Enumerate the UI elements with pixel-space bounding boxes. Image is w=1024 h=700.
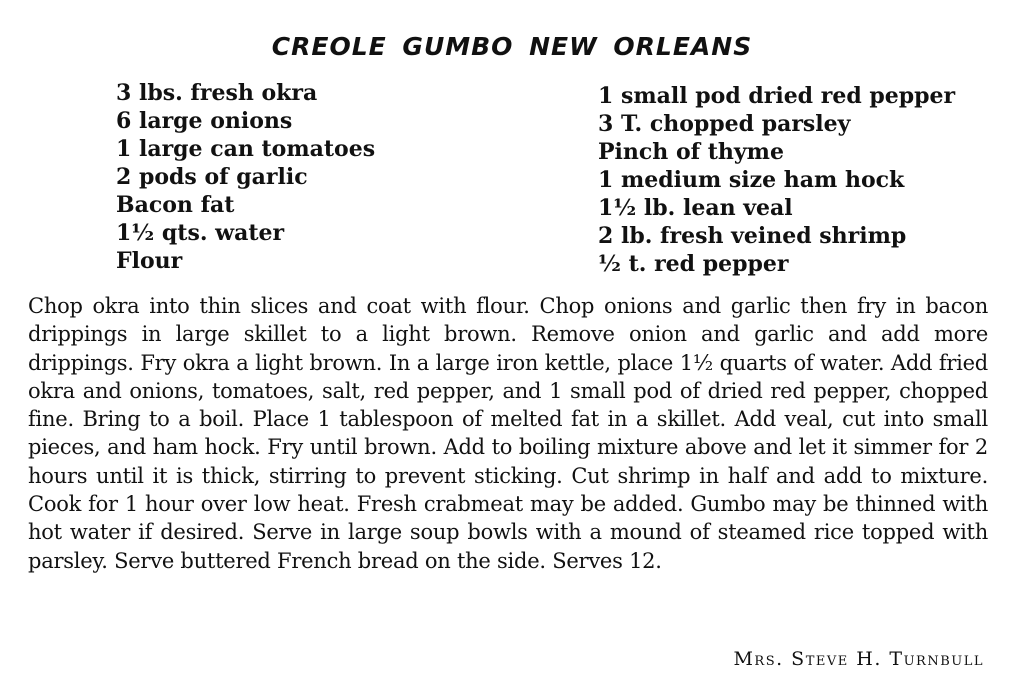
ingredient-item: 1 small pod dried red pepper bbox=[598, 83, 956, 109]
recipe-method: Chop okra into thin slices and coat with flour. Chop onions and garlic then fry in bacon drippings in large skillet to a light brown. Remove onion and garlic and add more drippings. Fry okra a light brown. In a large iron kettle, place 1½ quarts of water. Add fried okra and onions, tomatoes, salt, red pepper, and 1 small pod of dried red pepper, chopped fine. Bring to a boil. Place 1 tablespoon of melted fat in a skillet. Add veal, cut into small pieces, and ham hock. Fry until brown. Add to boiling mixture above and let it simmer for 2 hours until it is thick, stirring to prevent sticking. Cut shrimp in half and add to mixture. Cook for 1 hour over low heat. Fresh crabmeat may be added. Gumbo may be thinned with hot water if desired. Serve in large soup bowls with a mound of steamed rice topped with parsley. Serve buttered French bread on the side. Serves 12. bbox=[28, 294, 988, 573]
ingredient-item: 1½ lb. lean veal bbox=[598, 195, 793, 221]
ingredient-item: 2 lb. fresh veined shrimp bbox=[598, 223, 907, 249]
ingredient-item: Flour bbox=[116, 248, 183, 274]
ingredients-right-column bbox=[598, 82, 955, 278]
ingredient-item: 3 T. chopped parsley bbox=[598, 111, 851, 137]
ingredient-item: 6 large onions bbox=[116, 108, 293, 134]
ingredient-item: 1 medium size ham hock bbox=[598, 167, 905, 193]
ingredient-item: 2 pods of garlic bbox=[116, 164, 308, 190]
recipe-author: Mrs. Steve H. Turnbull bbox=[733, 648, 984, 670]
ingredient-item: 3 lbs. fresh okra bbox=[116, 80, 318, 106]
ingredient-item: 1½ qts. water bbox=[116, 220, 285, 246]
ingredient-item: ½ t. red pepper bbox=[598, 251, 789, 277]
ingredient-item: Pinch of thyme bbox=[598, 139, 784, 165]
ingredients-left-column bbox=[116, 79, 375, 275]
ingredient-item: 1 large can tomatoes bbox=[116, 136, 376, 162]
recipe-title: CREOLE GUMBO NEW ORLEANS bbox=[271, 32, 753, 61]
ingredient-item: Bacon fat bbox=[116, 192, 235, 218]
